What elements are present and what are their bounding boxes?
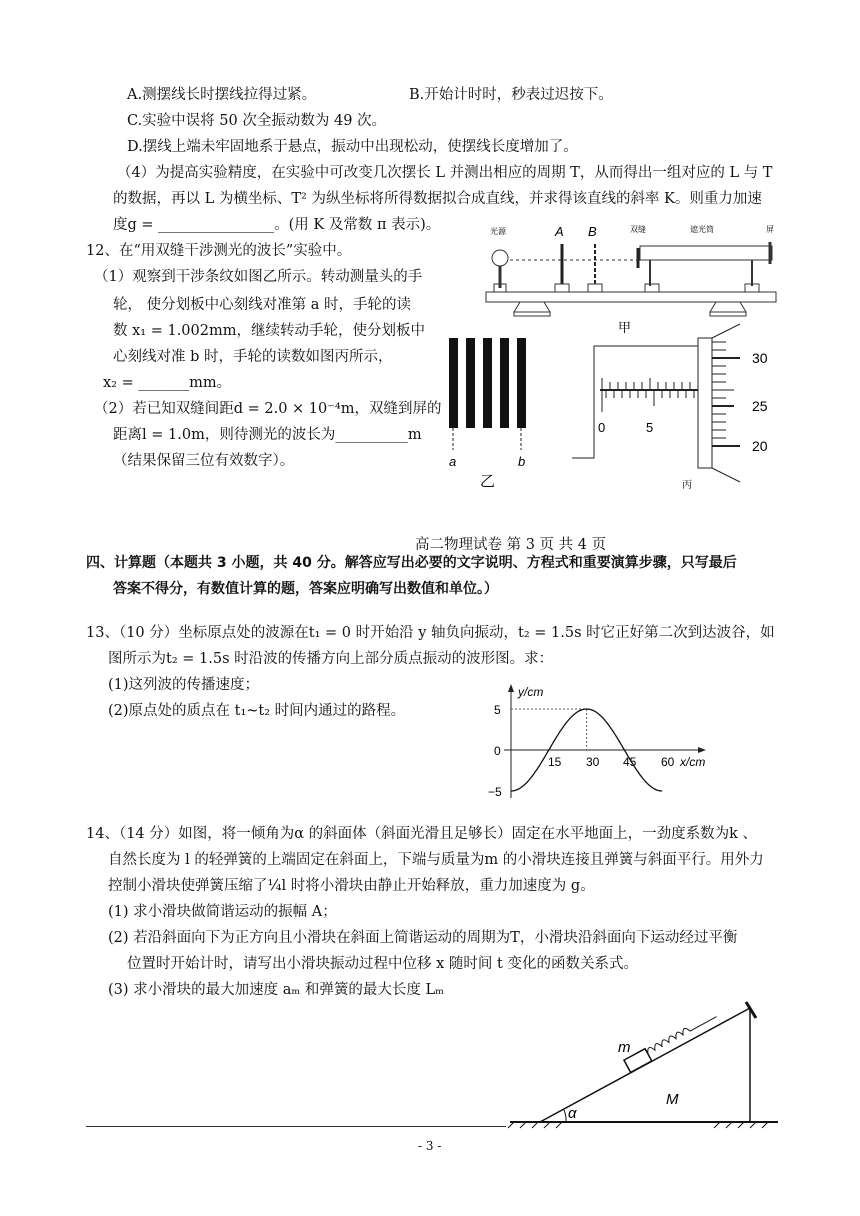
q13-sub1: (1)这列波的传播速度； — [108, 677, 260, 693]
thimble — [698, 338, 712, 468]
figure-jia-apparatus — [470, 218, 790, 328]
q14-sub1: (1) 求小滑块做简谐运动的振幅 A； — [108, 904, 337, 920]
q14-sub2-line2: 位置时开始计时，请写出小滑块振动过程中位移 x 随时间 t 变化的函数关系式。 — [127, 956, 638, 972]
x-tick-30: 30 — [586, 755, 600, 769]
x-axis-label: x/cm — [680, 755, 706, 769]
y-axis-label: y/cm — [518, 685, 544, 699]
scale-0: 0 — [598, 420, 606, 435]
label-screen: 屏 — [766, 225, 774, 234]
q13-line1: 13、（10 分）坐标原点处的波源在t₁ = 0 时开始沿 y 轴负向振动，t₂ = 1.5s 时它正好第二次到达波谷，如 — [86, 625, 775, 641]
optical-bench — [486, 292, 776, 302]
footer-rule — [86, 1126, 506, 1127]
label-b: B — [588, 224, 597, 239]
m-label: m — [618, 1039, 631, 1056]
label-a: A — [555, 224, 564, 239]
section4-header-line2: 答案不得分，有数值计算的题，答案应明确写出数值和单位。） — [113, 581, 498, 597]
thimble-25: 25 — [752, 398, 768, 414]
fig-jia-label: 甲 — [618, 320, 632, 335]
section4-header-line1: 四、计算题（本题共 3 小题，共 40 分。解答应写出必要的文字说明、方程式和重要演算步骤，只写最后 — [86, 555, 737, 571]
q11-option-d: D.摆线上端未牢固地系于悬点，振动中出现松动，使摆线长度增加了。 — [127, 139, 578, 155]
y-tick-5: 5 — [494, 703, 501, 717]
mark-b: b — [518, 454, 526, 469]
q12-p2-line3: （结果保留三位有效数字）。 — [113, 453, 295, 469]
x-tick-45: 45 — [623, 755, 637, 769]
q11-part4-line2: 的数据，再以 L 为横坐标、T² 为纵坐标将所得数据拟合成直线，并求得该直线的斜率 K。则重力加速 — [113, 191, 762, 207]
q11-option-b: B.开始计时时，秒表过迟按下。 — [409, 87, 613, 103]
fringe-pattern — [449, 338, 526, 428]
figure-bing-micrometer — [570, 318, 790, 493]
thimble-20: 20 — [752, 438, 768, 454]
q14-line2: 自然长度为 l 的轻弹簧的上端固定在斜面上，下端与质量为m 的小滑块连接且弹簧与斜面平行。用外力 — [108, 852, 764, 868]
wave-chart — [478, 680, 718, 805]
light-tube — [640, 246, 772, 260]
label-tube: 遮光筒 — [690, 225, 714, 234]
q13-line2: 图所示为t₂ = 1.5s 时沿波的传播方向上部分质点振动的波形图。求： — [108, 651, 554, 667]
q12-p1-line5: x₂ = _______mm。 — [103, 375, 232, 391]
q11-option-a: A.测摆线长时摆线拉得过紧。 — [127, 87, 317, 103]
scale-5: 5 — [646, 420, 654, 435]
q14-sub3: (3) 求小滑块的最大加速度 aₘ 和弹簧的最大长度 Lₘ — [108, 982, 445, 998]
q12-p1-line1: （1）观察到干涉条纹如图乙所示。转动测量头的手 — [94, 269, 423, 285]
q13-sub2: (2)原点处的质点在 t₁~t₂ 时间内通过的路程。 — [108, 703, 406, 719]
fig-yi-label: 乙 — [480, 473, 496, 490]
q12-p1-line4: 心刻线对准 b 时，手轮的读数如图丙所示， — [113, 349, 393, 365]
q14-line3: 控制小滑块使弹簧压缩了¼l 时将小滑块由静止开始释放，重力加速度为 g。 — [108, 878, 595, 894]
q14-line1: 14、（14 分）如图，将一倾角为α 的斜面体（斜面光滑且足够长）固定在水平地面上，一劲度系数为k 、 — [86, 826, 758, 842]
figure-yi-fringes — [444, 330, 544, 490]
page-number: - 3 - — [418, 1139, 442, 1153]
x-tick-60: 60 — [661, 755, 675, 769]
thimble-30: 30 — [752, 350, 768, 366]
exam-footer: 高二物理试卷 第 3 页 共 4 页 — [415, 537, 607, 553]
q12-p1-line2: 轮， 使分划板中心刻线对准第 a 时，手轮的读 — [113, 297, 411, 313]
q14-sub2-line1: (2) 若沿斜面向下为正方向且小滑块在斜面上简谐运动的周期为T，小滑块沿斜面向下运动经过平衡 — [108, 930, 738, 946]
bulb-icon — [492, 250, 508, 266]
q12-title: 12、在“用双缝干涉测光的波长”实验中。 — [86, 243, 352, 259]
y-tick-0: 0 — [494, 744, 501, 758]
alpha-label: α — [568, 1105, 577, 1122]
x-tick-15: 15 — [548, 755, 562, 769]
label-double-slit: 双缝 — [630, 225, 646, 234]
q12-p2-line2: 距离l = 1.0m，则待测光的波长为__________m — [113, 427, 422, 443]
q12-p2-line1: （2）若已知双缝间距d = 2.0 × 10⁻⁴m，双缝到屏的 — [94, 401, 442, 417]
y-tick-neg5: −5 — [488, 785, 502, 799]
spring — [646, 1012, 717, 1054]
fig-bing-label: 丙 — [682, 480, 692, 491]
q11-part4-line3: 度g = ________________。(用 K 及常数 π 表示)。 — [113, 217, 441, 233]
q11-option-c: C.实验中误将 50 次全振动数为 49 次。 — [127, 113, 387, 129]
mark-a: a — [449, 454, 457, 469]
q11-part4-line1: （4）为提高实验精度，在实验中可改变几次摆长 L 并测出相应的周期 T，从而得出一组对应的 L 与 T — [117, 165, 773, 181]
label-light-source: 光源 — [490, 227, 506, 236]
q12-p1-line3: 数 x₁ = 1.002mm，继续转动手轮，使分划板中 — [113, 323, 425, 339]
incline-figure — [500, 1000, 790, 1130]
M-label: M — [666, 1091, 679, 1108]
